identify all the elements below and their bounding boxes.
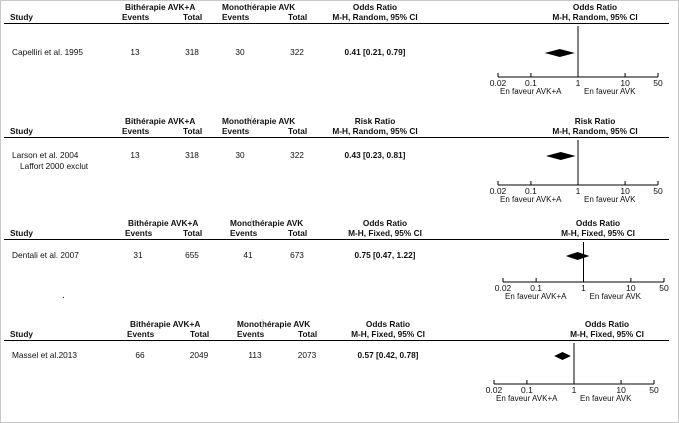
group1-header: Bithérapie AVK+A (125, 2, 196, 12)
forest-plot-svg (0, 2, 679, 112)
x-tick-label: 0.02 (485, 385, 503, 395)
study-header: Study (10, 228, 34, 238)
group1-header: Bithérapie AVK+A (128, 218, 199, 228)
group2-total-header: Total (298, 329, 318, 339)
forest-panel-2 (0, 116, 679, 210)
favours-right-label: En faveur AVK (580, 394, 632, 403)
favours-right-label: En faveur AVK (589, 292, 641, 301)
favours-left-label: En faveur AVK+A (496, 394, 558, 403)
group1-events-header: Events (122, 126, 150, 136)
method-plot-header: M-H, Fixed, 95% CI (561, 228, 635, 238)
x-tick-label: 50 (653, 186, 663, 196)
study-header: Study (10, 12, 34, 22)
group2-events: 41 (243, 250, 253, 260)
group2-header: Monothérapie AVK (222, 2, 296, 12)
study-note: Laffort 2000 exclut (20, 161, 89, 171)
group1-events-header: Events (127, 329, 155, 339)
group1-total-header: Total (183, 228, 203, 238)
measure-plot-header: Odds Ratio (575, 218, 621, 228)
group2-total: 322 (290, 150, 304, 160)
group2-header: Monothérapie AVK (237, 319, 311, 329)
forest-plot-svg (0, 218, 679, 315)
study-name: Capelliri et al. 1995 (12, 47, 84, 57)
x-tick-label: 50 (649, 385, 659, 395)
group1-events-header: Events (125, 228, 153, 238)
method-plot-header: M-H, Random, 95% CI (552, 12, 638, 22)
group1-total: 655 (185, 250, 199, 260)
group1-total: 318 (185, 47, 199, 57)
x-tick-label: 0.1 (530, 283, 543, 293)
measure-header: Odds Ratio (352, 2, 398, 12)
x-tick-label: 10 (626, 283, 636, 293)
group2-total-header: Total (288, 12, 308, 22)
group2-total: 322 (290, 47, 304, 57)
favours-left-label: En faveur AVK+A (505, 292, 567, 301)
group1-events: 13 (130, 150, 140, 160)
group2-total-header: Total (288, 228, 308, 238)
group2-events-header: Events (230, 228, 258, 238)
favours-left-label: En faveur AVK+A (500, 87, 562, 96)
study-name: Massel et al.2013 (12, 350, 78, 360)
measure-header: Risk Ratio (354, 116, 396, 126)
group1-total: 318 (185, 150, 199, 160)
x-tick-label: 10 (616, 385, 626, 395)
group1-total-header: Total (190, 329, 210, 339)
measure-plot-header: Odds Ratio (572, 2, 618, 12)
measure-plot-header: Odds Ratio (584, 319, 630, 329)
group2-events-header: Events (222, 12, 250, 22)
method-plot-header: M-H, Fixed, 95% CI (570, 329, 644, 339)
method-header: M-H, Fixed, 95% CI (351, 329, 425, 339)
group2-events-header: Events (237, 329, 265, 339)
x-tick-label: 1 (581, 283, 586, 293)
forest-panel-3 (0, 218, 679, 315)
group1-events-header: Events (122, 12, 150, 22)
effect-estimate: 0.75 [0.47, 1.22] (354, 250, 416, 260)
method-plot-header: M-H, Random, 95% CI (552, 126, 638, 136)
effect-diamond (554, 352, 571, 360)
x-tick-label: 1 (571, 385, 577, 395)
favours-right-label: En faveur AVK (584, 195, 636, 204)
x-tick-label: 0.1 (520, 385, 533, 395)
group1-events: 31 (133, 250, 143, 260)
x-tick-label: 0.02 (489, 78, 507, 88)
effect-estimate: 0.41 [0.21, 0.79] (344, 47, 406, 57)
x-tick-label: 10 (620, 186, 630, 196)
x-tick-label: 10 (620, 78, 630, 88)
measure-header: Odds Ratio (362, 218, 408, 228)
study-name: Dentali et al. 2007 (12, 250, 79, 260)
study-header: Study (10, 329, 34, 339)
group2-events: 30 (235, 150, 245, 160)
group2-total: 673 (290, 250, 304, 260)
group2-header: Monothérapie AVK (230, 218, 304, 228)
study-name: Larson et al. 2004 (12, 150, 79, 160)
x-tick-label: 1 (575, 78, 581, 88)
group2-total: 2073 (297, 350, 317, 360)
group1-header: Bithérapie AVK+A (125, 116, 196, 126)
x-tick-label: 0.1 (524, 78, 537, 88)
group2-events: 113 (248, 350, 262, 360)
effect-estimate: 0.43 [0.23, 0.81] (344, 150, 406, 160)
method-header: M-H, Random, 95% CI (332, 126, 418, 136)
group2-total-header: Total (288, 126, 308, 136)
effect-diamond (546, 152, 576, 160)
favours-left-label: En faveur AVK+A (500, 195, 562, 204)
group1-total-header: Total (183, 12, 203, 22)
favours-right-label: En faveur AVK (584, 87, 636, 96)
effect-estimate: 0.57 [0.42, 0.78] (357, 350, 419, 360)
x-tick-label: 0.02 (494, 283, 512, 293)
method-header: M-H, Fixed, 95% CI (348, 228, 422, 238)
group1-total: 2049 (189, 350, 209, 360)
x-tick-label: 0.1 (524, 186, 537, 196)
x-tick-label: 50 (653, 78, 663, 88)
stray-dot: . (62, 290, 65, 301)
group1-events: 66 (135, 350, 145, 360)
group2-events-header: Events (222, 126, 250, 136)
x-tick-label: 1 (575, 186, 581, 196)
x-tick-label: 0.02 (489, 186, 507, 196)
measure-header: Odds Ratio (365, 319, 411, 329)
group2-header: Monothérapie AVK (222, 116, 296, 126)
study-header: Study (10, 126, 34, 136)
effect-diamond (545, 49, 575, 57)
forest-panel-1 (0, 2, 679, 112)
x-tick-label: 50 (659, 283, 669, 293)
forest-panel-4 (0, 319, 679, 419)
forest-plot-svg (0, 319, 679, 419)
measure-plot-header: Risk Ratio (574, 116, 616, 126)
effect-diamond (566, 252, 590, 260)
group1-header: Bithérapie AVK+A (130, 319, 201, 329)
group1-events: 13 (130, 47, 140, 57)
group2-events: 30 (235, 47, 245, 57)
method-header: M-H, Random, 95% CI (332, 12, 418, 22)
group1-total-header: Total (183, 126, 203, 136)
